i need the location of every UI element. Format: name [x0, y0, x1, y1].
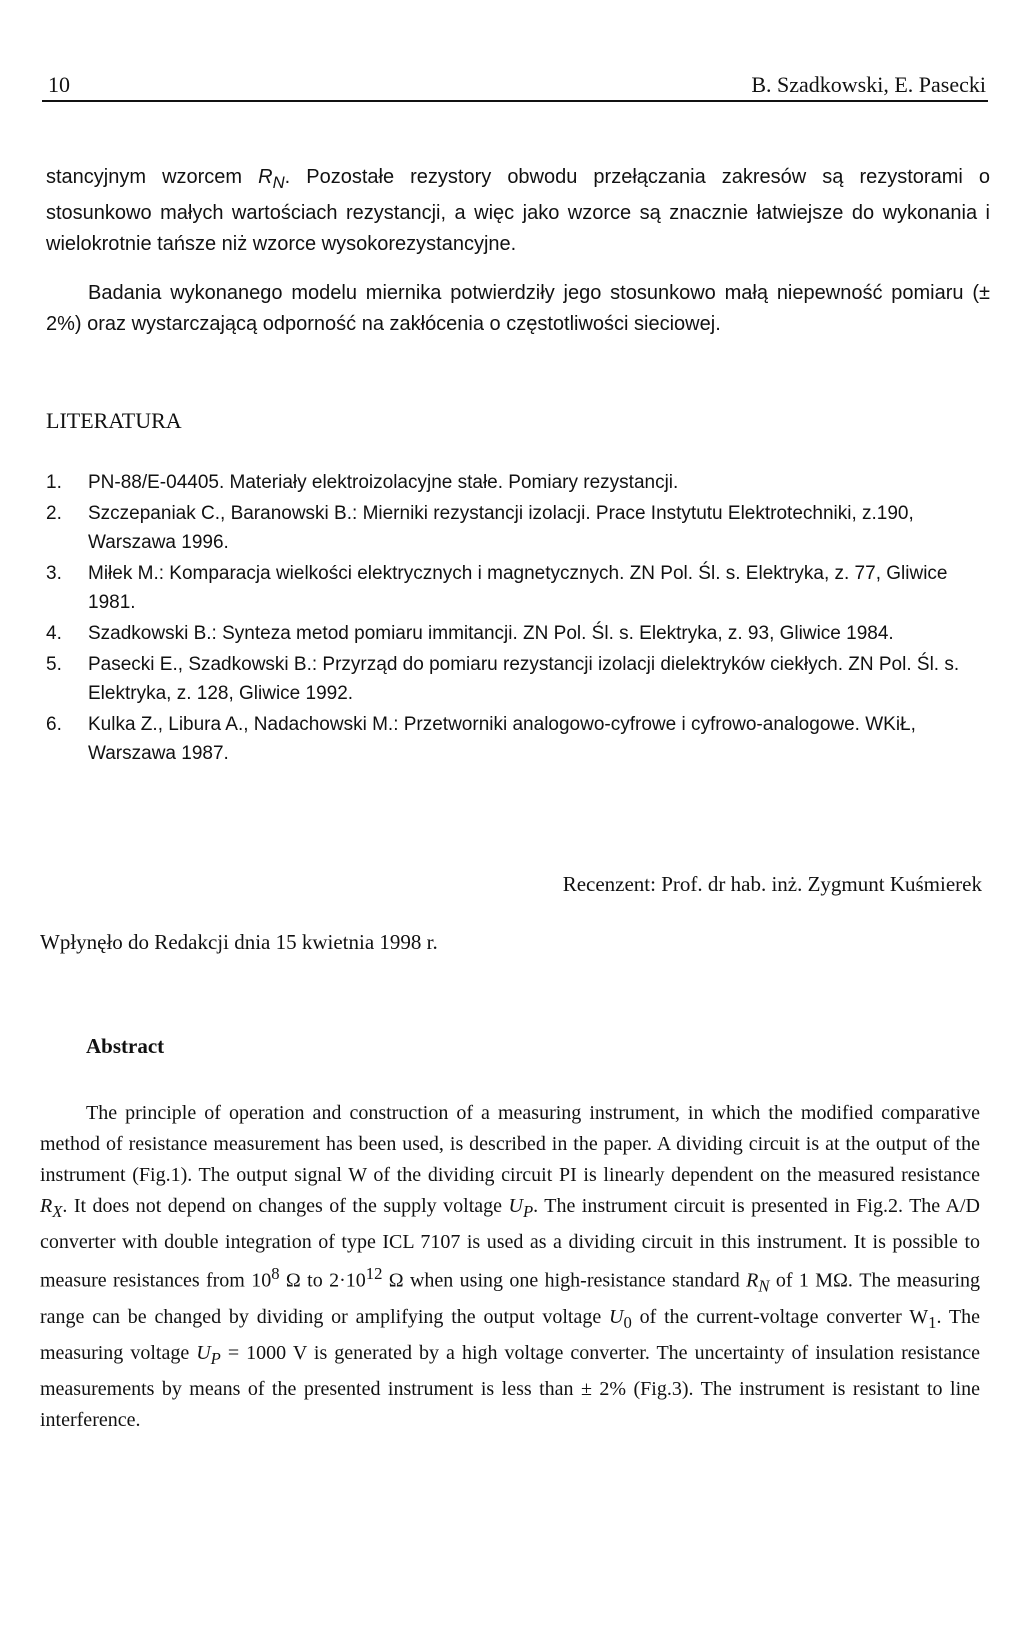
- reference-item: 5. Pasecki E., Szadkowski B.: Przyrząd do pomiaru rezystancji izolacji dielektryków ciekłych. ZN Pol. Śl. s. Elektryka, z. 128, Gliwice 1992.: [46, 654, 960, 704]
- reviewer-line: Recenzent: Prof. dr hab. inż. Zygmunt Kuśmierek: [562, 872, 982, 896]
- reference-item: 6. Kulka Z., Libura A., Nadachowski M.: Przetworniki analogowo-cyfrowe i cyfrowo-analogowe. WKiŁ, Warszawa 1987.: [46, 714, 916, 764]
- reference-item: 2. Szczepaniak C., Baranowski B.: Mierniki rezystancji izolacji. Prace Instytutu Elektrotechniki, z.190, Warszawa 1996.: [46, 503, 914, 553]
- page-number: 10: [48, 72, 70, 97]
- reference-item: 3. Miłek M.: Komparacja wielkości elektrycznych i magnetycznych. ZN Pol. Śl. s. Elektryka, z. 77, Gliwice 1981.: [46, 563, 948, 613]
- abstract-title: Abstract: [86, 1034, 165, 1058]
- received-date-line: Wpłynęło do Redakcji dnia 15 kwietnia 1998 r.: [40, 930, 438, 954]
- page-header: [42, 68, 988, 102]
- abstract-text: The principle of operation and construction of a measuring instrument, in which the modified comparative method of resistance measurement has been used, is described in the paper. A dividing circuit is at the output of the instrument (Fig.1). The output signal W of the dividing circuit PI is linearly dependent on the measured resistance $R_X$. It does not depend on changes of the supply voltage $U_P$. The instrument circuit is presented in Fig.2. The A/D converter with double integration of type ICL 7107 is used as a dividing circuit in this instrument. It is possible to measure resistances from $10^8$ Ω to $2\cdot 10^{12}$ Ω when using one high-resistance standard $R_N$ of 1 MΩ. The measuring range can be changed by dividing or amplifying the output voltage $U_0$ of the current-voltage converter $W_1$. The measuring voltage $U_P = 1000$ V is generated by a high voltage converter. The uncertainty of insulation resistance measurements by means of the presented instrument is less than ± 2% (Fig.3). The instrument is resistant to line interference.: [40, 1102, 981, 1431]
- reference-item: 4. Szadkowski B.: Synteza metod pomiaru immitancji. ZN Pol. Śl. s. Elektryka, z. 93, Gliwice 1984.: [46, 623, 894, 644]
- literature-heading: LITERATURA: [46, 408, 182, 433]
- reference-item: 1. PN-88/E-04405. Materiały elektroizolacyjne stałe. Pomiary rezystancji.: [46, 472, 679, 493]
- running-head-authors: B. Szadkowski, E. Pasecki: [751, 72, 986, 97]
- symbol-sub-n: N: [272, 173, 285, 192]
- reference-list: [46, 468, 990, 770]
- body-paragraph-2: Badania wykonanego modelu miernika potwierdziły jego stosunkowo małą niepewność pomiaru (± 2%) oraz wystarczającą odporność na zakłócenia o częstotliwości sieciowej.: [46, 282, 990, 335]
- symbol-r: R: [258, 166, 273, 188]
- body-paragraph-1: stancyjnym wzorcem $R_N$. Pozostałe rezystory obwodu przełączania zakresów są rezystorami o stosunkowo małych wartościach rezystancji, a więc jako wzorce są znacznie łatwiejsze do wykonania i wielokrotnie tańsze niż wzorce wysokorezystancyjne.: [46, 166, 990, 255]
